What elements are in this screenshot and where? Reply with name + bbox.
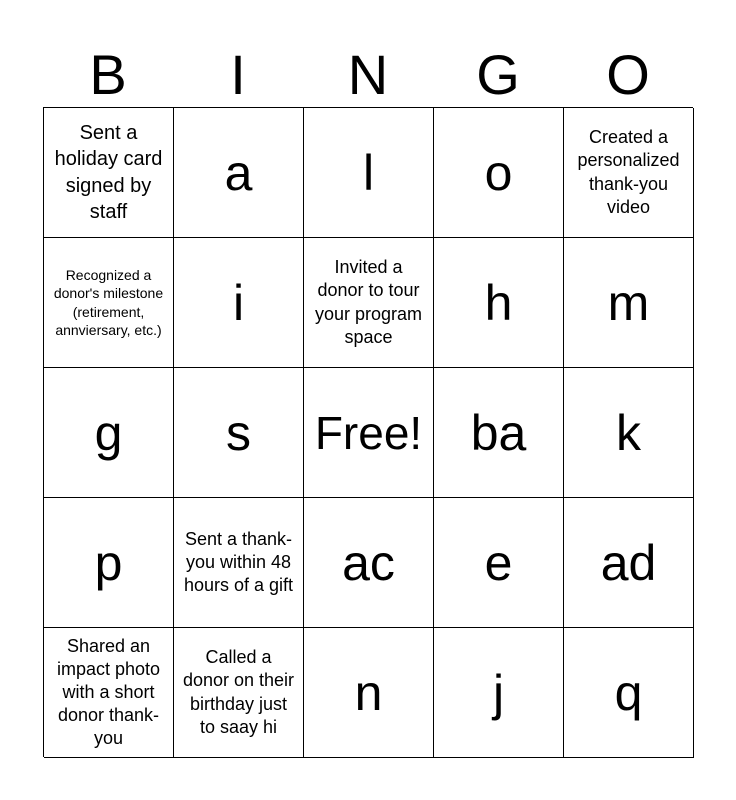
cell-text: n [354,664,383,721]
bingo-cell-r3-c2[interactable] [174,368,304,498]
free-space-label: Free! [314,406,423,459]
bingo-card [43,107,693,757]
bingo-cell-r3-c5[interactable] [564,368,694,498]
bingo-cell-r4-c3[interactable] [304,498,434,628]
bingo-cell-r2-c5[interactable] [564,238,694,368]
bingo-free-space[interactable] [304,368,434,498]
header-letter-n: N [347,43,389,106]
cell-text: j [492,664,505,721]
cell-text: Created a personalized thank-you video [577,127,680,217]
bingo-cell-r1-c4[interactable] [434,108,564,238]
cell-text: ad [600,534,657,591]
cell-text: Invited a donor to tour your program space [314,257,423,347]
cell-text: Recognized a donor's milestone (retirement, annviersary, etc.) [53,266,164,338]
cell-text: l [362,144,375,201]
cell-text: ba [470,404,527,461]
cell-text: m [607,274,650,331]
header-letter-g: G [476,43,520,106]
bingo-cell-r2-c4[interactable] [434,238,564,368]
bingo-cell-r2-c2[interactable] [174,238,304,368]
cell-text: q [614,664,643,721]
cell-text: Called a donor on their birthday just to saay hi [182,647,295,737]
header-letter-i: I [230,43,246,106]
bingo-cell-r2-c1[interactable] [44,238,174,368]
bingo-cell-r1-c3[interactable] [304,108,434,238]
bingo-cell-r3-c4[interactable] [434,368,564,498]
bingo-cell-r1-c2[interactable] [174,108,304,238]
cell-text: Shared an impact photo with a short donor thank-you [56,635,161,749]
bingo-cell-r2-c3[interactable] [304,238,434,368]
cell-text: e [484,534,513,591]
bingo-cell-r4-c1[interactable] [44,498,174,628]
cell-text: i [232,274,245,331]
cell-text: ac [342,534,395,591]
bingo-cell-r4-c4[interactable] [434,498,564,628]
cell-text: h [484,274,513,331]
cell-text: k [616,404,641,461]
cell-text: Sent a thank-you within 48 hours of a gift [183,528,294,596]
bingo-cell-r5-c4[interactable] [434,628,564,758]
bingo-cell-r5-c5[interactable] [564,628,694,758]
header-letter-o: O [606,43,650,106]
header-letter-b: B [89,43,127,106]
bingo-cell-r5-c2[interactable] [174,628,304,758]
cell-text: Sent a holiday card signed by staff [54,121,163,223]
bingo-header [43,42,693,108]
cell-text: p [94,534,123,591]
cell-text: a [224,144,253,201]
cell-text: s [226,404,251,461]
cell-text: g [94,404,123,461]
bingo-cell-r3-c1[interactable] [44,368,174,498]
bingo-cell-r4-c5[interactable] [564,498,694,628]
bingo-cell-r1-c5[interactable] [564,108,694,238]
bingo-cell-r5-c1[interactable] [44,628,174,758]
bingo-cell-r5-c3[interactable] [304,628,434,758]
bingo-cell-r1-c1[interactable] [44,108,174,238]
bingo-cell-r4-c2[interactable] [174,498,304,628]
cell-text: o [484,144,513,201]
